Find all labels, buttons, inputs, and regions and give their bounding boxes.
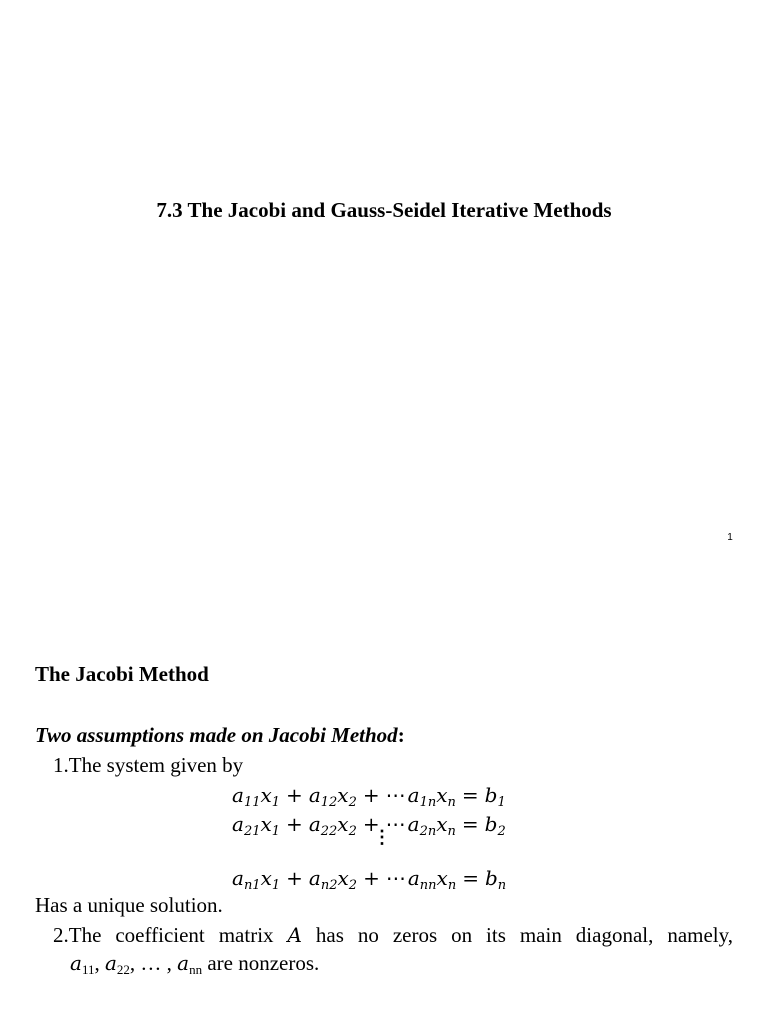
assumption-2-continuation <box>70 949 319 977</box>
eq-term: x <box>337 783 349 807</box>
equation-row-1 <box>232 782 506 808</box>
eq-operator: + <box>286 783 303 807</box>
page-number: 1 <box>727 532 733 543</box>
eq-term: x <box>337 812 349 836</box>
diag-sep: , … , <box>129 951 178 975</box>
diag-sub: 22 <box>116 962 130 977</box>
assumptions-heading-text: Two assumptions made on Jacobi Method <box>35 723 398 747</box>
eq-sub: 1 <box>271 795 281 810</box>
eq-equals: = <box>461 812 479 836</box>
assumptions-heading <box>35 721 405 749</box>
eq-term: a <box>407 866 420 890</box>
eq-term: a <box>407 783 420 807</box>
eq-sub: 1 <box>271 878 281 893</box>
eq-sub: 1 <box>271 824 281 839</box>
eq-sub: 2n <box>419 824 437 839</box>
equation-row-2 <box>232 811 506 837</box>
diag-sub: nn <box>189 962 203 977</box>
eq-sub: 2 <box>348 824 357 839</box>
eq-sub: n <box>447 824 456 839</box>
eq-equals: = <box>461 783 479 807</box>
eq-sub: n <box>497 878 507 893</box>
unique-solution-text: Has a unique solution. <box>35 893 223 917</box>
eq-sub: 1n <box>419 795 437 810</box>
eq-ellipsis: ⋯ <box>385 812 406 836</box>
page-title: 7.3 The Jacobi and Gauss-Seidel Iterative Methods <box>156 198 612 222</box>
matrix-symbol: A <box>287 923 302 947</box>
eq-sub: n2 <box>320 878 338 893</box>
eq-term: b <box>484 783 498 807</box>
eq-term: a <box>407 812 420 836</box>
assumptions-heading-colon: : <box>397 723 405 747</box>
eq-sub: n1 <box>243 878 261 893</box>
eq-term: x <box>260 866 272 890</box>
eq-term: a <box>232 866 244 890</box>
eq-term: b <box>484 812 498 836</box>
eq-sub: nn <box>419 878 437 893</box>
eq-operator: + <box>286 812 303 836</box>
vertical-ellipsis: ⋮ <box>373 827 391 848</box>
eq-term: x <box>436 783 448 807</box>
eq-term: a <box>308 812 321 836</box>
assumption-2-part2: has no zeros on its main diagonal, namely, <box>301 923 734 947</box>
diag-term: a <box>104 951 117 975</box>
eq-sub: 1 <box>497 795 506 810</box>
diag-sep: , <box>94 951 105 975</box>
eq-term: x <box>260 812 272 836</box>
eq-sub: 21 <box>243 824 261 839</box>
eq-operator: + <box>363 866 380 890</box>
slide-page-2 <box>0 560 768 1024</box>
eq-ellipsis: ⋯ <box>385 866 406 890</box>
eq-term: a <box>308 783 321 807</box>
eq-term: a <box>232 812 244 836</box>
eq-sub: 12 <box>320 795 338 810</box>
eq-ellipsis: ⋯ <box>385 783 406 807</box>
eq-sub: 2 <box>497 824 506 839</box>
eq-sub: 22 <box>320 824 338 839</box>
eq-operator: + <box>362 812 380 836</box>
assumption-1-text: 1.The system given by <box>53 753 244 777</box>
equation-row-n <box>232 865 506 891</box>
eq-equals: = <box>462 866 479 890</box>
diag-tail: are nonzeros. <box>202 951 320 975</box>
eq-term: a <box>308 866 321 890</box>
eq-sub: n <box>447 795 456 810</box>
eq-term: b <box>484 866 498 890</box>
section-heading: The Jacobi Method <box>35 662 209 686</box>
assumption-2-part1: 2.The coefficient matrix <box>53 923 288 947</box>
eq-term: x <box>260 783 272 807</box>
eq-operator: + <box>286 866 303 890</box>
eq-sub: n <box>447 878 457 893</box>
diag-term: a <box>177 951 190 975</box>
eq-term: a <box>232 783 244 807</box>
eq-sub: 2 <box>348 795 357 810</box>
eq-term: x <box>436 866 448 890</box>
assumption-2-text <box>53 921 733 949</box>
diag-term: a <box>70 951 82 975</box>
eq-operator: + <box>362 783 380 807</box>
eq-term: x <box>337 866 349 890</box>
eq-term: x <box>436 812 448 836</box>
eq-sub: 11 <box>243 795 261 810</box>
diag-sub: 11 <box>81 962 95 977</box>
eq-sub: 2 <box>348 878 358 893</box>
